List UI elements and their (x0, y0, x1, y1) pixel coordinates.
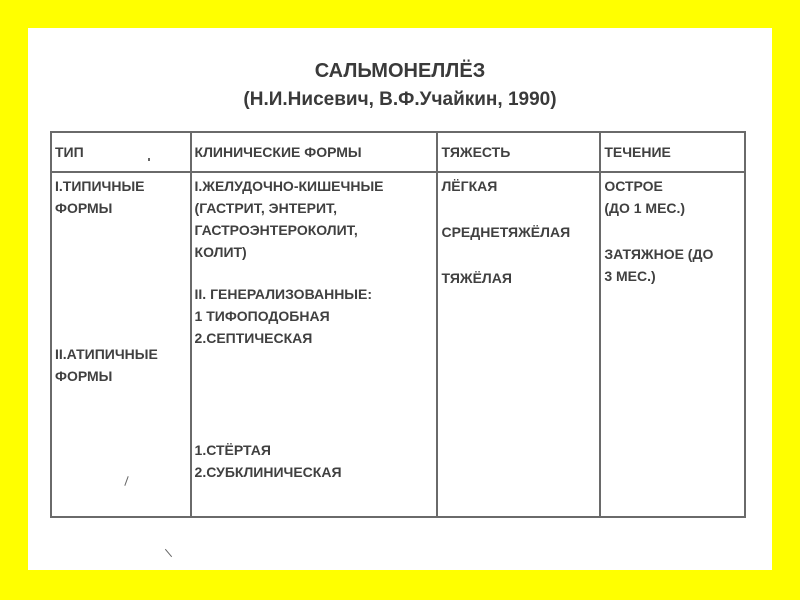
classification-table (50, 131, 746, 518)
atypical-forms-item-2: 2.СУБКЛИНИЧЕСКАЯ (194, 464, 342, 480)
severity-mild: ЛЁГКАЯ (441, 178, 498, 194)
atypical-forms-line-2: ФОРМЫ (55, 368, 113, 384)
header-course: ТЕЧЕНИЕ (600, 132, 745, 172)
course-prolonged-line-2: 3 МЕС.) (604, 268, 656, 284)
scan-speck (148, 158, 150, 161)
table-row (51, 172, 745, 517)
type-cell (51, 172, 191, 517)
course-prolonged-line-1: ЗАТЯЖНОЕ (ДО (604, 246, 714, 262)
course-acute-line-1: ОСТРОЕ (604, 178, 663, 194)
typical-forms-line-1: I.ТИПИЧНЫЕ (55, 178, 145, 194)
gi-forms-line-1: I.ЖЕЛУДОЧНО-КИШЕЧНЫЕ (194, 178, 384, 194)
generalized-forms-line-3: 2.СЕПТИЧЕСКАЯ (194, 330, 313, 346)
gi-forms-line-4: КОЛИТ) (194, 244, 247, 260)
course-acute-line-2: (ДО 1 МЕС.) (604, 200, 686, 216)
table-header-row (51, 132, 745, 172)
generalized-forms-line-1: II. ГЕНЕРАЛИЗОВАННЫЕ: (194, 286, 373, 302)
header-type: ТИП (51, 132, 191, 172)
atypical-forms-line-1: II.АТИПИЧНЫЕ (55, 346, 158, 362)
document-title: САЛЬМОНЕЛЛЁЗ (314, 60, 486, 82)
atypical-forms-item-1: 1.СТЁРТАЯ (194, 442, 271, 458)
clinical-forms-cell (191, 172, 438, 517)
scan-speck (165, 549, 172, 557)
document-subtitle: (Н.И.Нисевич, В.Ф.Учайкин, 1990) (243, 89, 557, 110)
severity-moderate: СРЕДНЕТЯЖЁЛАЯ (441, 224, 571, 240)
typical-forms-line-2: ФОРМЫ (55, 200, 113, 216)
gi-forms-line-3: ГАСТРОЭНТЕРОКОЛИТ, (194, 222, 358, 238)
severity-severe: ТЯЖЁЛАЯ (441, 270, 512, 286)
gi-forms-line-2: (ГАСТРИТ, ЭНТЕРИТ, (194, 200, 338, 216)
course-cell (600, 172, 745, 517)
severity-cell (437, 172, 600, 517)
generalized-forms-line-2: 1 ТИФОПОДОБНАЯ (194, 308, 330, 324)
header-clinical-forms: КЛИНИЧЕСКИЕ ФОРМЫ (191, 132, 438, 172)
document-sheet (28, 28, 772, 570)
header-severity: ТЯЖЕСТЬ (437, 132, 600, 172)
